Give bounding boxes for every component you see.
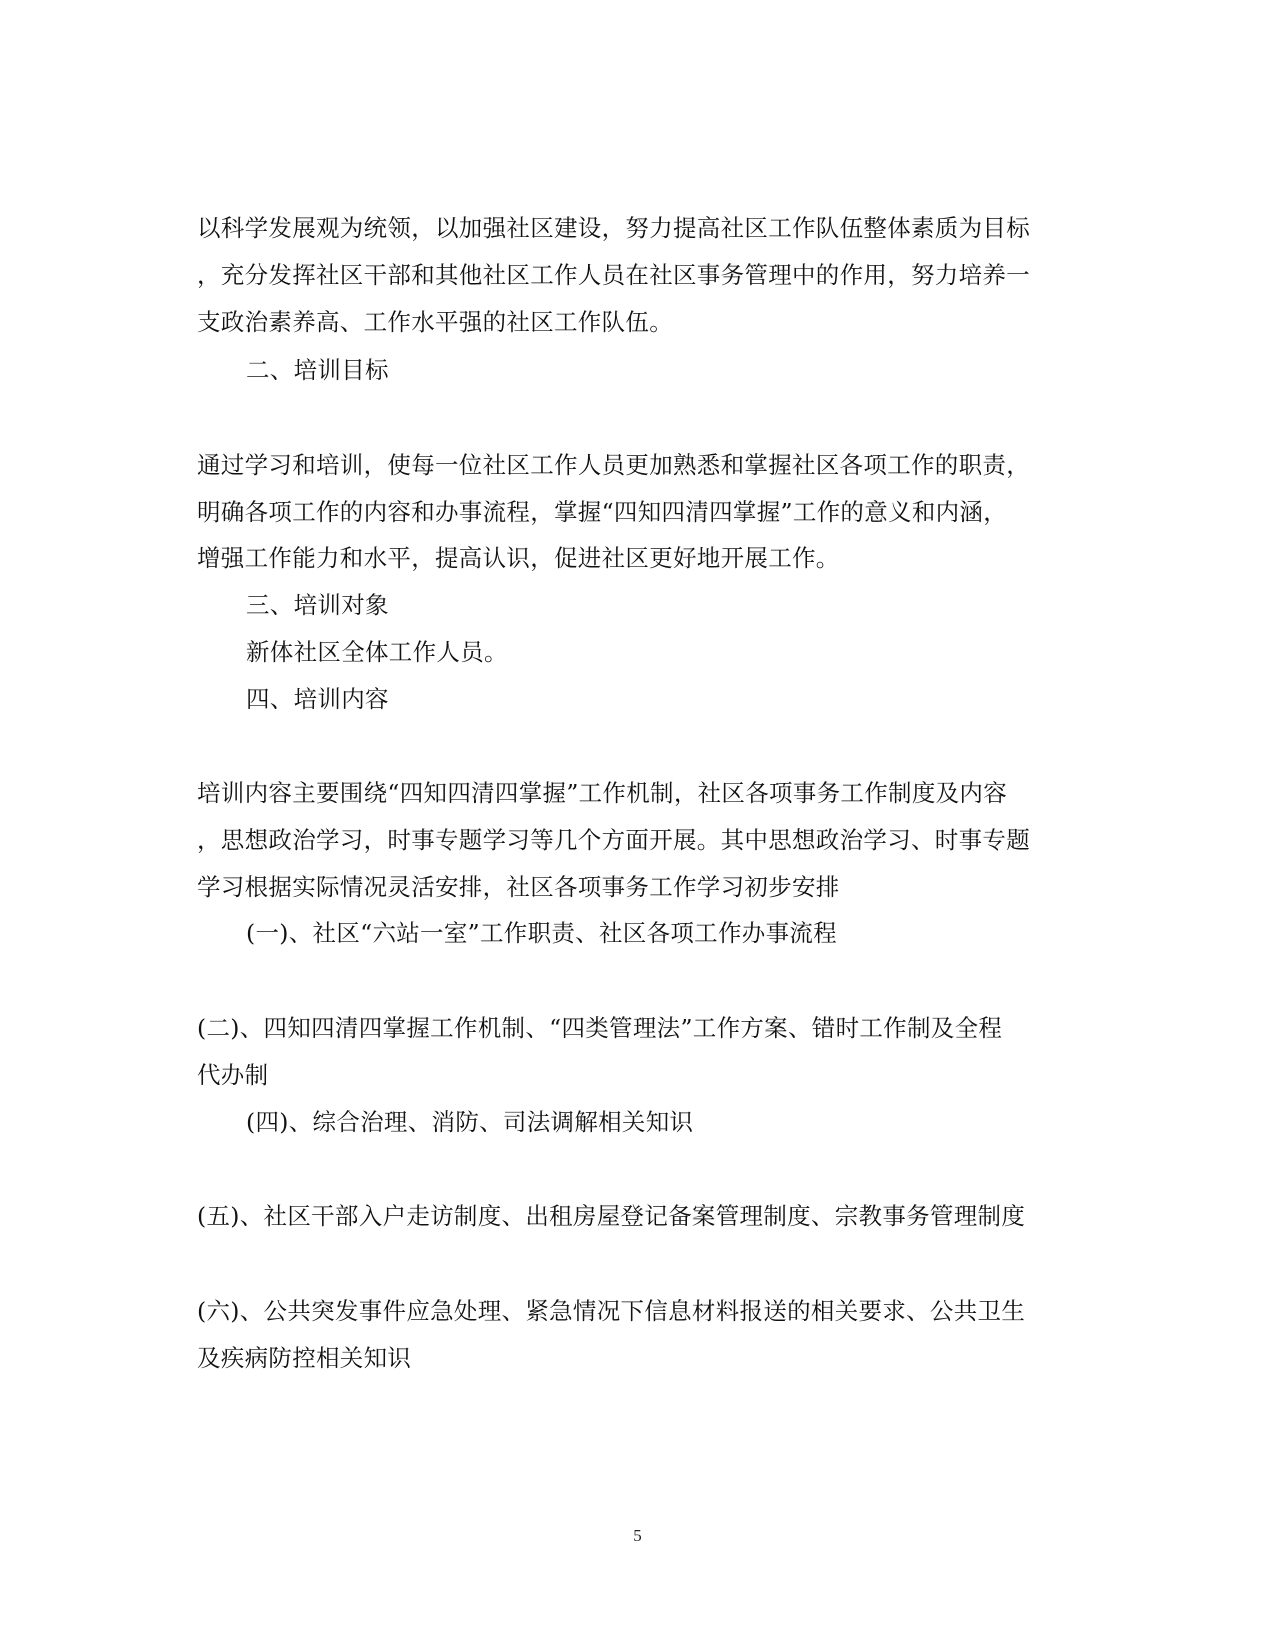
- list-item: (四)、综合治理、消防、司法调解相关知识: [246, 1108, 694, 1136]
- list-item: (五)、社区干部入户走访制度、出租房屋登记备案管理制度、宗教事务管理制度: [197, 1202, 1026, 1230]
- text-line: ，思想政治学习，时事专题学习等几个方面开展。其中思想政治学习、时事专题: [197, 826, 1030, 854]
- text-line: 及疾病防控相关知识: [197, 1344, 412, 1372]
- list-item: (二)、四知四清四掌握工作机制、“四类管理法”工作方案、错时工作制及全程: [197, 1014, 1003, 1042]
- text-line: 代办制: [197, 1061, 269, 1089]
- text-line: 明确各项工作的内容和办事流程，掌握“四知四清四掌握”工作的意义和内涵，: [197, 498, 1008, 526]
- list-item: (六)、公共突发事件应急处理、紧急情况下信息材料报送的相关要求、公共卫生: [197, 1297, 1026, 1325]
- section-heading: 四、培训内容: [246, 685, 389, 713]
- text-line: 以科学发展观为统领，以加强社区建设，努力提高社区工作队伍整体素质为目标: [197, 214, 1030, 242]
- section-heading: 二、培训目标: [246, 356, 389, 384]
- text-line: 支政治素养高、工作水平强的社区工作队伍。: [197, 308, 673, 336]
- text-line: ，充分发挥社区干部和其他社区工作人员在社区事务管理中的作用，努力培养一: [197, 261, 1030, 289]
- text-line: 增强工作能力和水平，提高认识，促进社区更好地开展工作。: [197, 544, 840, 572]
- text-line: 培训内容主要围绕“四知四清四掌握”工作机制，社区各项事务工作制度及内容: [197, 779, 1008, 807]
- text-line: 新体社区全体工作人员。: [246, 638, 508, 666]
- text-line: 通过学习和培训，使每一位社区工作人员更加熟悉和掌握社区各项工作的职责，: [197, 451, 1030, 479]
- page-number: 5: [633, 1526, 642, 1545]
- text-line: 学习根据实际情况灵活安排，社区各项事务工作学习初步安排: [197, 873, 840, 901]
- list-item: (一)、社区“六站一室”工作职责、社区各项工作办事流程: [246, 919, 837, 947]
- section-heading: 三、培训对象: [246, 591, 389, 619]
